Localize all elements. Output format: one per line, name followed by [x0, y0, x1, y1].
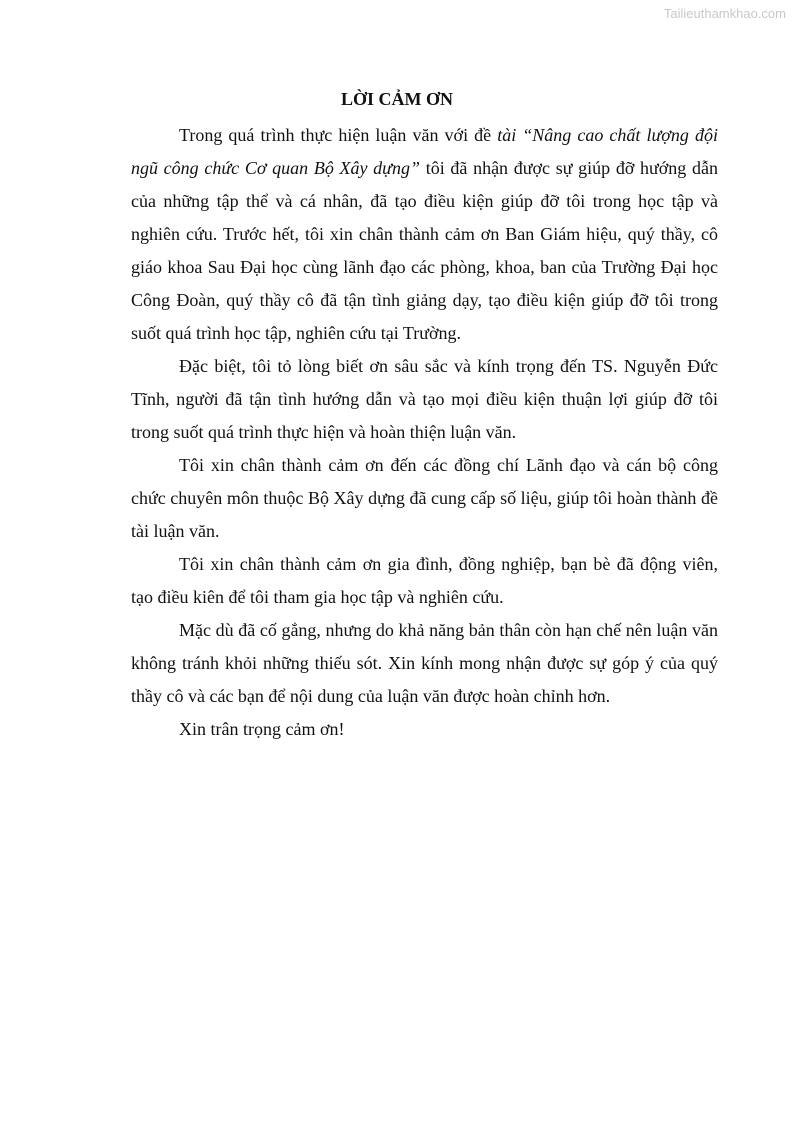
thesis-title-italic: tài “Nâng cao chất lượng đội ngũ công chức Cơ quan Bộ Xây dựng” — [131, 125, 718, 178]
document-body — [131, 119, 718, 746]
paragraph-intro-lead: Trong quá trình thực hiện luận văn với đề — [179, 125, 498, 145]
paragraph-limitations: Mặc dù đã cố gắng, nhưng do khả năng bản thân còn hạn chế nên luận văn không tránh khỏi những thiếu sót. Xin kính mong nhận được sự góp ý của quý thầy cô và các bạn để nội dung của luận văn được hoàn chỉnh hơn. — [131, 620, 718, 706]
paragraph-intro — [131, 119, 718, 350]
paragraph-advisor-thanks: Đặc biệt, tôi tỏ lòng biết ơn sâu sắc và kính trọng đến TS. Nguyễn Đức Tĩnh, người đã tận tình hướng dẫn và tạo mọi điều kiện thuận lợi giúp đỡ tôi trong suốt quá trình thực hiện và hoàn thiện luận văn. — [131, 356, 718, 442]
paragraph-intro-rest: tôi đã nhận được sự giúp đỡ hướng dẫn của những tập thể và cá nhân, đã tạo điều kiện giúp đỡ tôi trong học tập và nghiên cứu. Trước hết, tôi xin chân thành cảm ơn Ban Giám hiệu, quý thầy, cô giáo khoa Sau Đại học cùng lãnh đạo các phòng, khoa, ban của Trường Đại học Công Đoàn, quý thầy cô đã tận tình giảng dạy, tạo điều kiện giúp đỡ tôi trong suốt quá trình học tập, nghiên cứu tại Trường. — [131, 158, 718, 343]
paragraph-closing: Xin trân trọng cảm ơn! — [179, 719, 345, 739]
paragraph-family-thanks: Tôi xin chân thành cảm ơn gia đình, đồng nghiệp, bạn bè đã động viên, tạo điều kiên để tôi tham gia học tập và nghiên cứu. — [131, 554, 718, 607]
paragraph-ministry-thanks: Tôi xin chân thành cảm ơn đến các đồng chí Lãnh đạo và cán bộ công chức chuyên môn thuộc Bộ Xây dựng đã cung cấp số liệu, giúp tôi hoàn thành đề tài luận văn. — [131, 455, 718, 541]
page-title: LỜI CẢM ƠN — [341, 89, 453, 110]
watermark-text: Tailieuthamkhao.com — [663, 6, 786, 21]
